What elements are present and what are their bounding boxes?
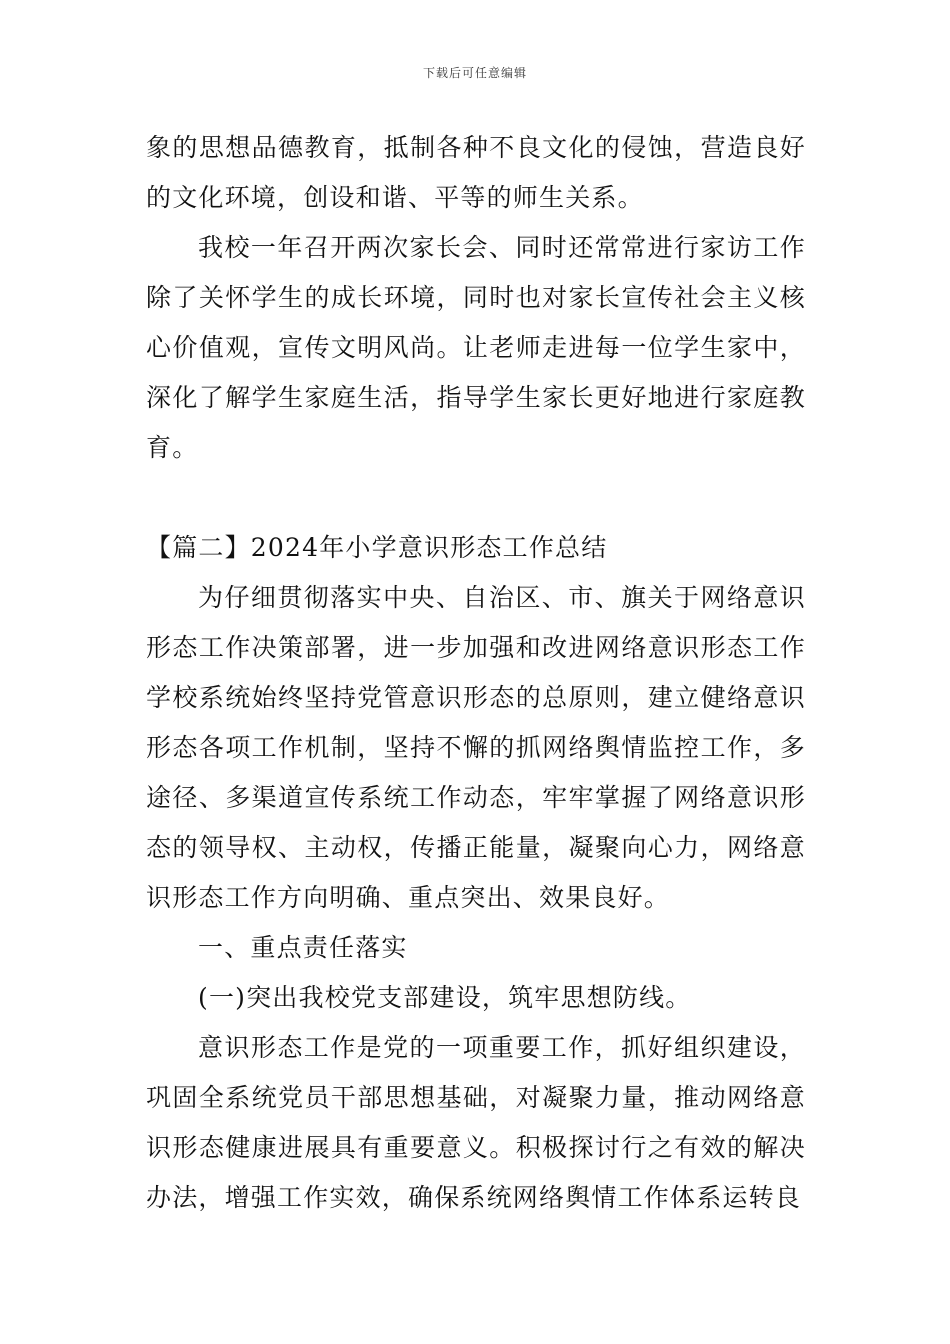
paragraph-1: 象的思想品德教育，抵制各种不良文化的侵蚀，营造良好的文化环境，创设和谐、平等的师生关系。 — [146, 133, 806, 212]
paragraph-2: 我校一年召开两次家长会、同时还常常进行家访工作除了关怀学生的成长环境，同时也对家长宣传社会主义核心价值观，宣传文明风尚。让老师走进每一位学生家中，深化了解学生家庭生活，指导学生家长更好地进行家庭教育。 — [146, 233, 806, 462]
heading-party-branch: (一)突出我校党支部建设，筑牢思想防线。 — [198, 983, 692, 1012]
paragraph-3: 为仔细贯彻落实中央、自治区、市、旗关于网络意识形态工作决策部署，进一步加强和改进网络意识形态工作学校系统始终坚持党管意识形态的总原则，建立健络意识形态各项工作机制，坚持不懈的抓网络舆情监控工作，多途径、多渠道宣传系统工作动态，牢牢掌握了网络意识形态的领导权、主动权，传播正能量，凝聚向心力，网络意识形态工作方向明确、重点突出、效果良好。 — [146, 583, 806, 912]
header-note: 下载后可任意编辑 — [422, 66, 527, 80]
heading-key-responsibility: 一、重点责任落实 — [198, 933, 408, 962]
paragraph-4: 意识形态工作是党的一项重要工作，抓好组织建设，巩固全系统党员干部思想基础，对凝聚力量，推动网络意识形态健康进展具有重要意义。积极探讨行之有效的解决办法，增强工作实效，确保系统网络舆情工作体系运转良 — [146, 1033, 806, 1212]
document-body — [146, 123, 806, 1223]
section-title: 【篇二】2024年小学意识形态工作总结 — [146, 533, 608, 562]
